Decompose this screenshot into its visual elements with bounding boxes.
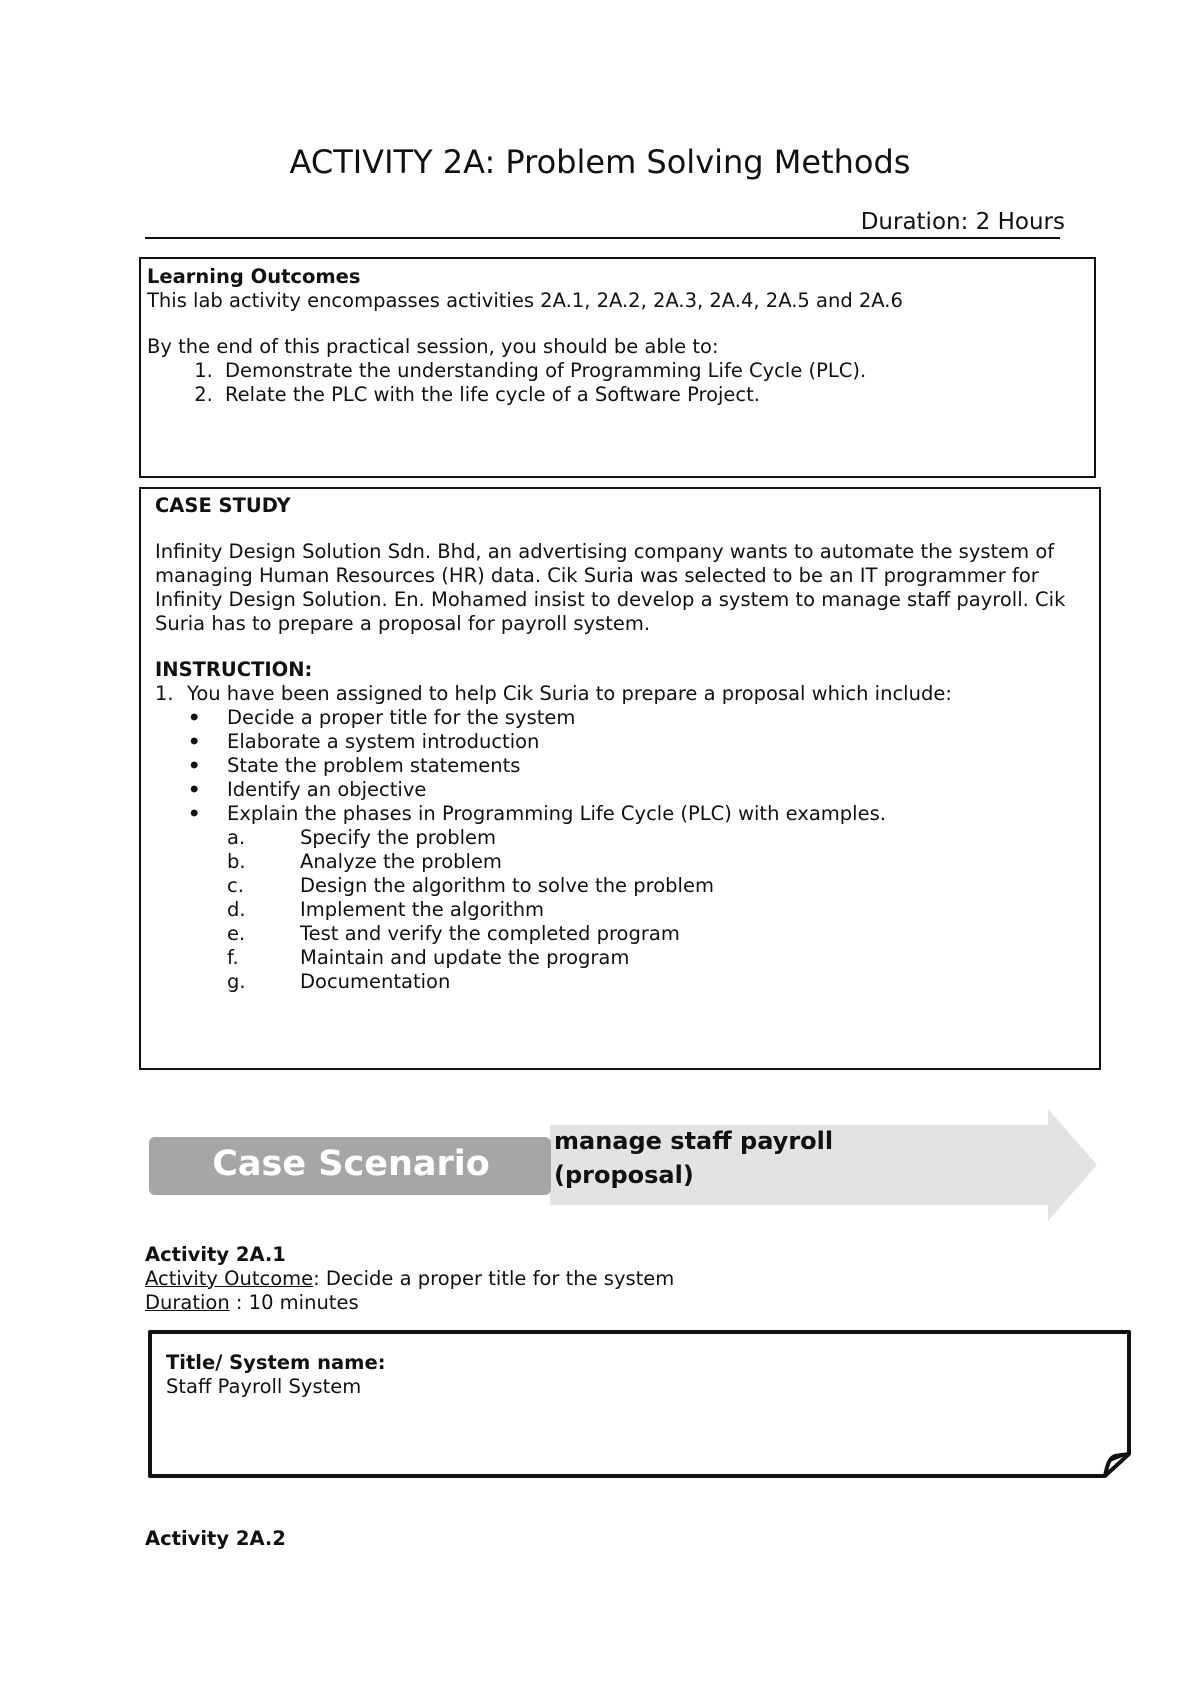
list-item: 1. Demonstrate the understanding of Programming Life Cycle (PLC).: [219, 359, 1088, 383]
phase-letter: f.: [227, 946, 239, 969]
phase-letter: a.: [227, 826, 246, 849]
title-note-frame: [145, 1326, 1135, 1480]
case-study-paragraph: Infinity Design Solution Sdn. Bhd, an advertising company wants to automate the system of managing Human Resources (HR) data. Cik Suria was selected to be an IT programmer for Infinity Design Solution. En. Mohamed insist to develop a system to manage staff payroll. Cik Suria has to prepare a proposal for payroll system.: [155, 540, 1066, 635]
learning-outcomes-box: [139, 257, 1096, 478]
activity-outcome-text: : Decide a proper title for the system: [313, 1267, 675, 1290]
learning-outcomes-heading: Learning Outcomes: [147, 265, 361, 288]
title-note-value: Staff Payroll System: [166, 1375, 362, 1398]
phase-item: [155, 874, 1085, 898]
title-note-content: [166, 1351, 386, 1399]
instruction-bullets: [155, 706, 1085, 826]
phase-letter: b.: [227, 850, 246, 873]
phase-item: [155, 826, 1085, 850]
activity-duration: [145, 1291, 359, 1315]
phase-text: Maintain and update the program: [300, 946, 630, 969]
phase-text: Design the algorithm to solve the problem: [300, 874, 714, 897]
phase-item: [155, 898, 1085, 922]
instruction-text: You have been assigned to help Cik Suria to prepare a proposal which include:: [187, 682, 952, 705]
page-title: ACTIVITY 2A: Problem Solving Methods: [289, 143, 911, 181]
case-study-heading: CASE STUDY: [155, 494, 291, 517]
phase-item: [155, 922, 1085, 946]
activity-outcome-label: Activity Outcome: [145, 1267, 314, 1290]
phase-text: Specify the problem: [300, 826, 497, 849]
phase-letter: e.: [227, 922, 246, 945]
duration-label: Duration: 2 Hours: [860, 209, 1065, 235]
activity-heading: Activity 2A.2: [145, 1527, 286, 1550]
list-item: • Identify an objective: [155, 778, 1085, 802]
title-note-heading: Title/ System name:: [166, 1351, 386, 1374]
instruction-number: 1.: [155, 682, 174, 705]
phase-text: Implement the algorithm: [300, 898, 545, 921]
header-divider: [145, 237, 1060, 239]
phase-item: [155, 946, 1085, 970]
activity-outcome: [145, 1267, 674, 1291]
list-item: • State the problem statements: [155, 754, 1085, 778]
phase-letter: c.: [227, 874, 244, 897]
instruction-heading: INSTRUCTION:: [155, 658, 313, 681]
list-item: • Decide a proper title for the system: [155, 706, 1085, 730]
learning-outcomes-lead: By the end of this practical session, you should be able to:: [147, 335, 719, 358]
activity-heading: Activity 2A.1: [145, 1243, 286, 1266]
learning-outcomes-list: [147, 359, 1088, 407]
instruction-item: [155, 682, 1085, 706]
activity-duration-text: : 10 minutes: [229, 1291, 359, 1314]
case-scenario-line: manage staff payroll: [554, 1127, 834, 1155]
activity-duration-label: Duration: [145, 1291, 230, 1314]
list-item: 2. Relate the PLC with the life cycle of a Software Project.: [219, 383, 1088, 407]
phase-list: [155, 826, 1085, 994]
phase-text: Test and verify the completed program: [300, 922, 680, 945]
phase-letter: d.: [227, 898, 246, 921]
phase-item: [155, 970, 1085, 994]
phase-text: Documentation: [300, 970, 451, 993]
learning-outcomes-intro: This lab activity encompasses activities 2A.1, 2A.2, 2A.3, 2A.4, 2A.5 and 2A.6: [147, 289, 903, 312]
case-scenario-label: Case Scenario: [212, 1144, 490, 1184]
phase-text: Analyze the problem: [300, 850, 502, 873]
case-study-box: [139, 487, 1101, 1070]
case-scenario-text: [554, 1124, 833, 1192]
list-item: • Explain the phases in Programming Life Cycle (PLC) with examples.: [155, 802, 1085, 826]
phase-letter: g.: [227, 970, 246, 993]
list-item: • Elaborate a system introduction: [155, 730, 1085, 754]
case-scenario-line: (proposal): [554, 1161, 694, 1189]
phase-item: [155, 850, 1085, 874]
